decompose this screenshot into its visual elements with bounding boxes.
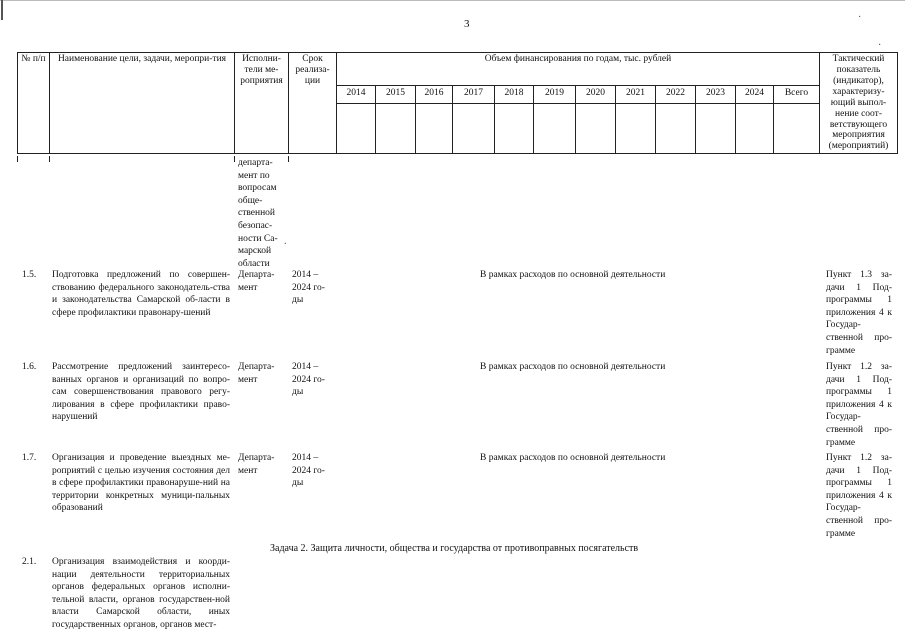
year-header: 2017 xyxy=(453,86,495,104)
row-indicator: Пункт 1.3 за-дачи 1 Под-программы 1 приложения 4 к Государ-ственной про-грамме xyxy=(826,270,892,356)
row-executor: Департа-мент xyxy=(238,270,275,293)
top-edge-line xyxy=(0,0,905,1)
row-indicator: Пункт 1.2 за-дачи 1 Под-программы 1 приложения 4 к Государ-ственной про-грамме xyxy=(826,453,892,539)
continued-executor: департа-мент по вопросам обще-ственной безопас-ности Са-марской области xyxy=(238,158,278,269)
year-header: 2014 xyxy=(337,86,376,104)
row-executor: Департа-мент xyxy=(238,362,275,385)
header-name: Наименование цели, задачи, меропри-тия xyxy=(50,53,235,154)
year-header: 2022 xyxy=(656,86,696,104)
page-number: 3 xyxy=(464,18,470,30)
year-header: 2016 xyxy=(416,86,453,104)
row-term: 2014 – 2024 го-ды xyxy=(292,270,325,306)
scan-edge-mark xyxy=(1,0,3,20)
row-financing: В рамках расходов по основной деятельности xyxy=(480,270,666,280)
header-term: Срок реализа-ции xyxy=(289,53,337,154)
row-name: Рассмотрение предложений заинтересо-ванных органов и организаций по вопро-сам совершенствования правового регу-лирования в сфере профилактики право-нарушений xyxy=(52,362,230,423)
scan-dot: . xyxy=(284,236,287,247)
row-name: Организация взаимодействия и коорди-нации деятельности территориальных органов федеральных органов исполни-тельной власти, органов государствен-ной власти Самарской области, иных государственных органов, органов мест- xyxy=(52,557,230,630)
scan-dot: · xyxy=(858,12,862,23)
row-term: 2014 – 2024 го-ды xyxy=(292,453,325,489)
row-number: 1.5. xyxy=(22,270,37,280)
row-number: 1.6. xyxy=(22,362,37,372)
row-name: Организация и проведение выездных ме-роприятий с целью изучения состояния дел в сфере профилактики правонаруше-ний на территории конкретных муници-пальных образований xyxy=(52,453,230,514)
row-financing: В рамках расходов по основной деятельности xyxy=(480,362,666,372)
row-financing: В рамках расходов по основной деятельности xyxy=(480,453,666,463)
year-header: 2023 xyxy=(696,86,736,104)
year-header: 2018 xyxy=(495,86,534,104)
row-term: 2014 – 2024 го-ды xyxy=(292,362,325,398)
row-number: 2.1. xyxy=(22,557,37,567)
year-header: 2020 xyxy=(576,86,616,104)
header-indicator: Тактический показатель (индикатор), характеризу-ющий выпол-нение соот-ветствующего мероприятия (мероприятий) xyxy=(820,53,898,154)
row-indicator: Пункт 1.2 за-дачи 1 Под-программы 1 приложения 4 к Государ-ственной про-грамме xyxy=(826,362,892,448)
table-header xyxy=(17,52,898,154)
year-header: 2019 xyxy=(534,86,576,104)
total-header: Всего xyxy=(774,86,820,104)
year-header: 2021 xyxy=(616,86,656,104)
task-2-title: Задача 2. Защита личности, общества и государства от противоправных посягательств xyxy=(270,543,639,554)
header-exec: Исполни-тели ме-роприятия xyxy=(235,53,289,154)
scan-dot: · xyxy=(878,40,882,51)
row-executor: Департа-мент xyxy=(238,453,275,476)
row-number: 1.7. xyxy=(22,453,37,463)
row-name: Подготовка предложений по совершен-ствованию федерального законодатель-ства и законодательства Самарской об-ласти в сфере профилактики правонару-шений xyxy=(52,270,230,318)
year-header: 2024 xyxy=(736,86,774,104)
year-header: 2015 xyxy=(376,86,416,104)
header-financing: Объем финансирования по годам, тыс. рублей xyxy=(337,53,820,86)
header-num: № п/п xyxy=(18,53,50,154)
